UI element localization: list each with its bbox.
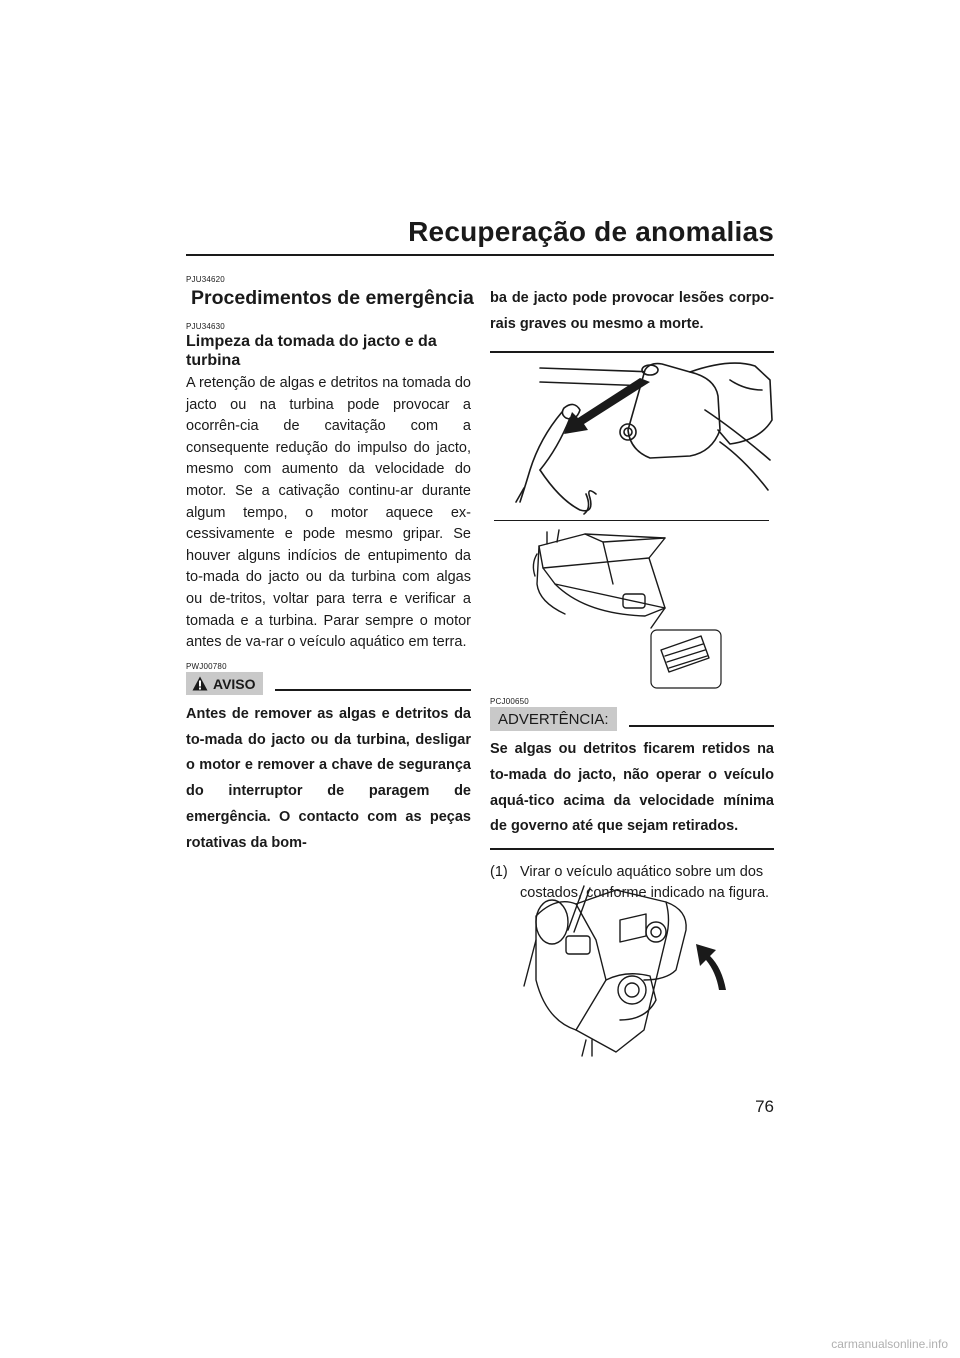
rotation-arrow-icon [696,944,726,990]
right-column [490,286,774,353]
warning-end-rule [490,351,774,353]
step-number: (1) [490,864,508,881]
warning-label: AVISO [213,675,256,692]
left-column [186,275,474,857]
figure-separator [494,520,769,521]
caution-header-rule [629,725,774,727]
warning-triangle-icon [192,676,208,691]
jet-intake-illustration [525,524,775,694]
caution-end-rule [490,848,774,850]
emergency-stop-illustration [500,360,775,520]
section-title: Procedimentos de emergência [191,287,474,309]
caution-block [490,697,774,904]
warning-code: PWJ00780 [186,661,227,671]
caution-text: Se algas ou detritos ficarem retidos na to-mada do jacto, não operar o veículo aquá-tico acima da velocidade mínima de governo até que sejam retirados. [490,741,774,835]
footer-watermark: carmanualsonline.info [831,1337,948,1351]
page-number: 76 [755,1097,774,1116]
craft-on-side-illustration [516,880,736,1060]
warning-text-continued: ba de jacto pode provocar lesões corpo-rais graves ou mesmo a morte. [490,290,774,332]
warning-header [186,672,471,695]
warning-badge [186,672,263,695]
caution-badge: ADVERTÊNCIA: [490,707,617,731]
subsection-code: PJU34630 [186,322,225,331]
intake-cleaning-paragraph: A retenção de algas e detritos na tomada do jacto ou na turbina pode provocar a ocorrên-cia de cavitação com a consequente redução do impulso do jacto, mesmo com aumento da velocidade do motor. Se a cativação continu-ar durante algum tempo, o motor aquece ex-cessivamente e pode mesmo gripar. Se houver alguns indícios de entupimento da to-mada do jacto ou da turbina com algas ou de-tritos, voltar para terra e verificar a tomada e a turbina. Parar sempre o motor antes de va-rar o veículo aquático em terra. [186,375,471,651]
page-header-title: Recuperação de anomalias [408,216,774,247]
section-code: PJU34620 [186,275,225,284]
step-text: Virar o veículo aquático sobre um dos costados, conforme indicado na figura. [520,864,770,902]
caution-code: PCJ00650 [490,697,529,706]
caution-header [490,707,774,731]
warning-text: Antes de remover as algas e detritos da to-mada do jacto ou da turbina, desligar o motor e remover a chave de segurança do interruptor de paragem de emergência. O contacto com as peças rotativas da bom- [186,705,471,851]
header-rule [186,254,774,256]
warning-header-rule [275,689,471,691]
subsection-title: Limpeza da tomada do jacto e da turbina [186,333,437,369]
